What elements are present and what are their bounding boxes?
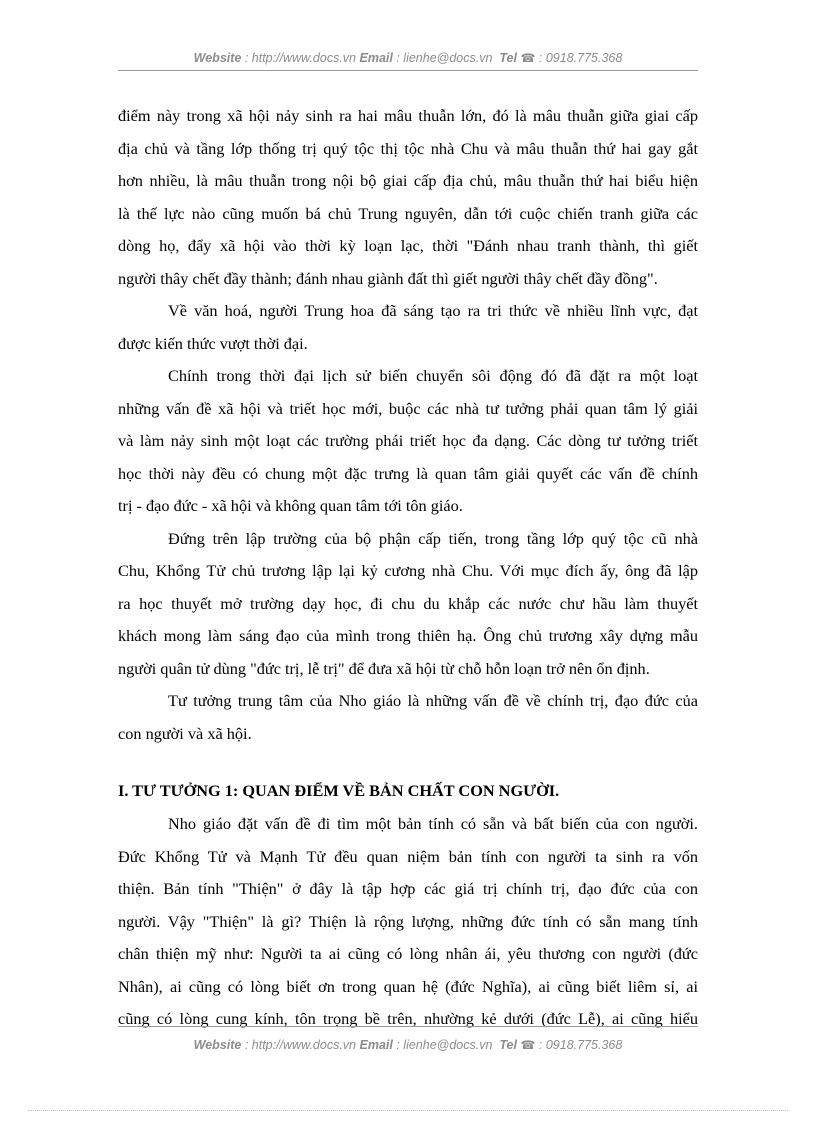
text-line: thiện. Bản tính "Thiện" ở đây là tập hợp các giá trị chính trị, đạo đức của con <box>118 879 698 898</box>
footer-tel-label: Tel <box>499 1038 517 1052</box>
text-line: Đứng trên lập trường của bộ phận cấp tiến, trong tầng lớp quý tộc cũ nhà <box>168 528 698 548</box>
phone-icon: ☎ <box>520 51 536 65</box>
text-line: Nhân), ai cũng có lòng biết ơn trong quan hệ (đức Nghĩa), ai cũng biết liêm sỉ, ai <box>118 976 698 996</box>
text-line: Về văn hoá, người Trung hoa đã sáng tạo ra tri thức về nhiều lĩnh vực, đạt <box>168 301 698 320</box>
text-line: hơn nhiều, là mâu thuẫn trong nội bộ giai cấp địa chủ, mâu thuẫn thứ hai biểu hiện <box>118 171 698 190</box>
paragraph-1 <box>118 100 698 295</box>
text-line: Đức Khổng Tử và Mạnh Tử đều quan niệm bản tính con người ta sinh ra vốn <box>118 846 698 866</box>
header-divider <box>118 70 698 71</box>
document-body <box>118 100 698 1036</box>
footer-email-label: Email <box>359 1038 393 1052</box>
header-website-url: : http://www.docs.vn <box>244 51 357 65</box>
paragraph-5 <box>118 685 698 750</box>
section-heading: I. TƯ TƯỞNG 1: QUAN ĐIỂM VỀ BẢN CHẤT CON NGƯỜI. <box>118 781 560 800</box>
text-line: Chính trong thời đại lịch sử biến chuyển sôi động đó đã đặt ra một loạt <box>168 366 698 385</box>
header-tel-label: Tel <box>499 51 517 65</box>
text-line: là thế lực nào cũng muốn bá chủ Trung nguyên, dẫn tới cuộc chiến tranh giữa các <box>118 203 698 223</box>
text-line: ra học thuyết mở trường dạy học, đi chu du khắp các nước chư hầu làm thuyết <box>118 593 698 613</box>
footer-email-value: : lienhe@docs.vn <box>396 1038 493 1052</box>
header-website-label: Website <box>193 51 242 65</box>
page-edge-divider <box>28 1110 788 1111</box>
text-line: cũng có lòng cung kính, tôn trọng bề trên, nhường kẻ dưới (đức Lễ), ai cũng hiểu <box>118 1009 698 1028</box>
paragraph-2 <box>118 295 698 360</box>
paragraph-4 <box>118 523 698 686</box>
text-line: Nho giáo đặt vấn đề đi tìm một bản tính có sẵn và bất biến của con người. <box>168 814 698 833</box>
text-line: khách mong làm sáng đạo của mình trong thiên hạ. Ông chủ trương xây dựng mẫu <box>118 626 698 645</box>
text-line: Chu, Khổng Tử chủ trương lập lại kỷ cương nhà Chu. Với mục đích ấy, ông đã lập <box>118 561 698 580</box>
text-line: điểm này trong xã hội nảy sinh ra hai mâu thuẫn lớn, đó là mâu thuẫn giữa giai cấp <box>118 106 698 125</box>
text-line: những vấn đề xã hội và triết học mới, buộc các nhà tư tưởng phải quan tâm lý giải <box>118 398 698 418</box>
footer-website-label: Website <box>193 1038 242 1052</box>
footer-divider <box>118 1026 698 1027</box>
text-line: người. Vậy "Thiện" là gì? Thiện là rộng lượng, những đức tính có sẵn mang tính <box>118 911 698 931</box>
paragraph-6 <box>118 808 698 1036</box>
text-line: được kiến thức vượt thời đại. <box>118 333 308 353</box>
section-gap <box>118 750 698 774</box>
text-line: Tư tưởng trung tâm của Nho giáo là những vấn đề về chính trị, đạo đức của <box>168 691 698 710</box>
text-line: và làm nảy sinh một loạt các trường phái triết học đa dạng. Các dòng tư tưởng triết <box>118 431 698 450</box>
text-line: chân thiện mỹ như: Người ta ai cũng có lòng nhân ái, yêu thương con người (đức <box>118 944 698 963</box>
phone-icon: ☎ <box>520 1038 536 1052</box>
page-header <box>118 51 698 65</box>
text-line: người quân tử dùng "đức trị, lễ trị" để đưa xã hội từ chỗ hỗn loạn trở nên ổn định. <box>118 658 650 678</box>
page-footer <box>118 1038 698 1052</box>
text-line: học thời này đều có chung một đặc trưng là quan tâm giải quyết các vấn đề chính <box>118 463 698 483</box>
header-tel-value: : 0918.775.368 <box>538 51 623 65</box>
footer-tel-value: : 0918.775.368 <box>538 1038 623 1052</box>
text-line: người thây chết đầy thành; đánh nhau giành đất thì giết người thây chết đầy đồng". <box>118 268 658 288</box>
text-line: con người và xã hội. <box>118 723 252 743</box>
header-email-value: : lienhe@docs.vn <box>396 51 493 65</box>
header-email-label: Email <box>359 51 393 65</box>
footer-website-url: : http://www.docs.vn <box>244 1038 357 1052</box>
text-line: địa chủ và tầng lớp thống trị quý tộc thị tộc nhà Chu và mâu thuẫn thứ hai gay gắt <box>118 138 698 158</box>
paragraph-3 <box>118 360 698 523</box>
text-line: dòng họ, đẩy xã hội vào thời kỳ loạn lạc, thời "Đánh nhau tranh thành, thì giết <box>118 236 698 255</box>
text-line: trị - đạo đức - xã hội và không quan tâm tới tôn giáo. <box>118 496 463 515</box>
